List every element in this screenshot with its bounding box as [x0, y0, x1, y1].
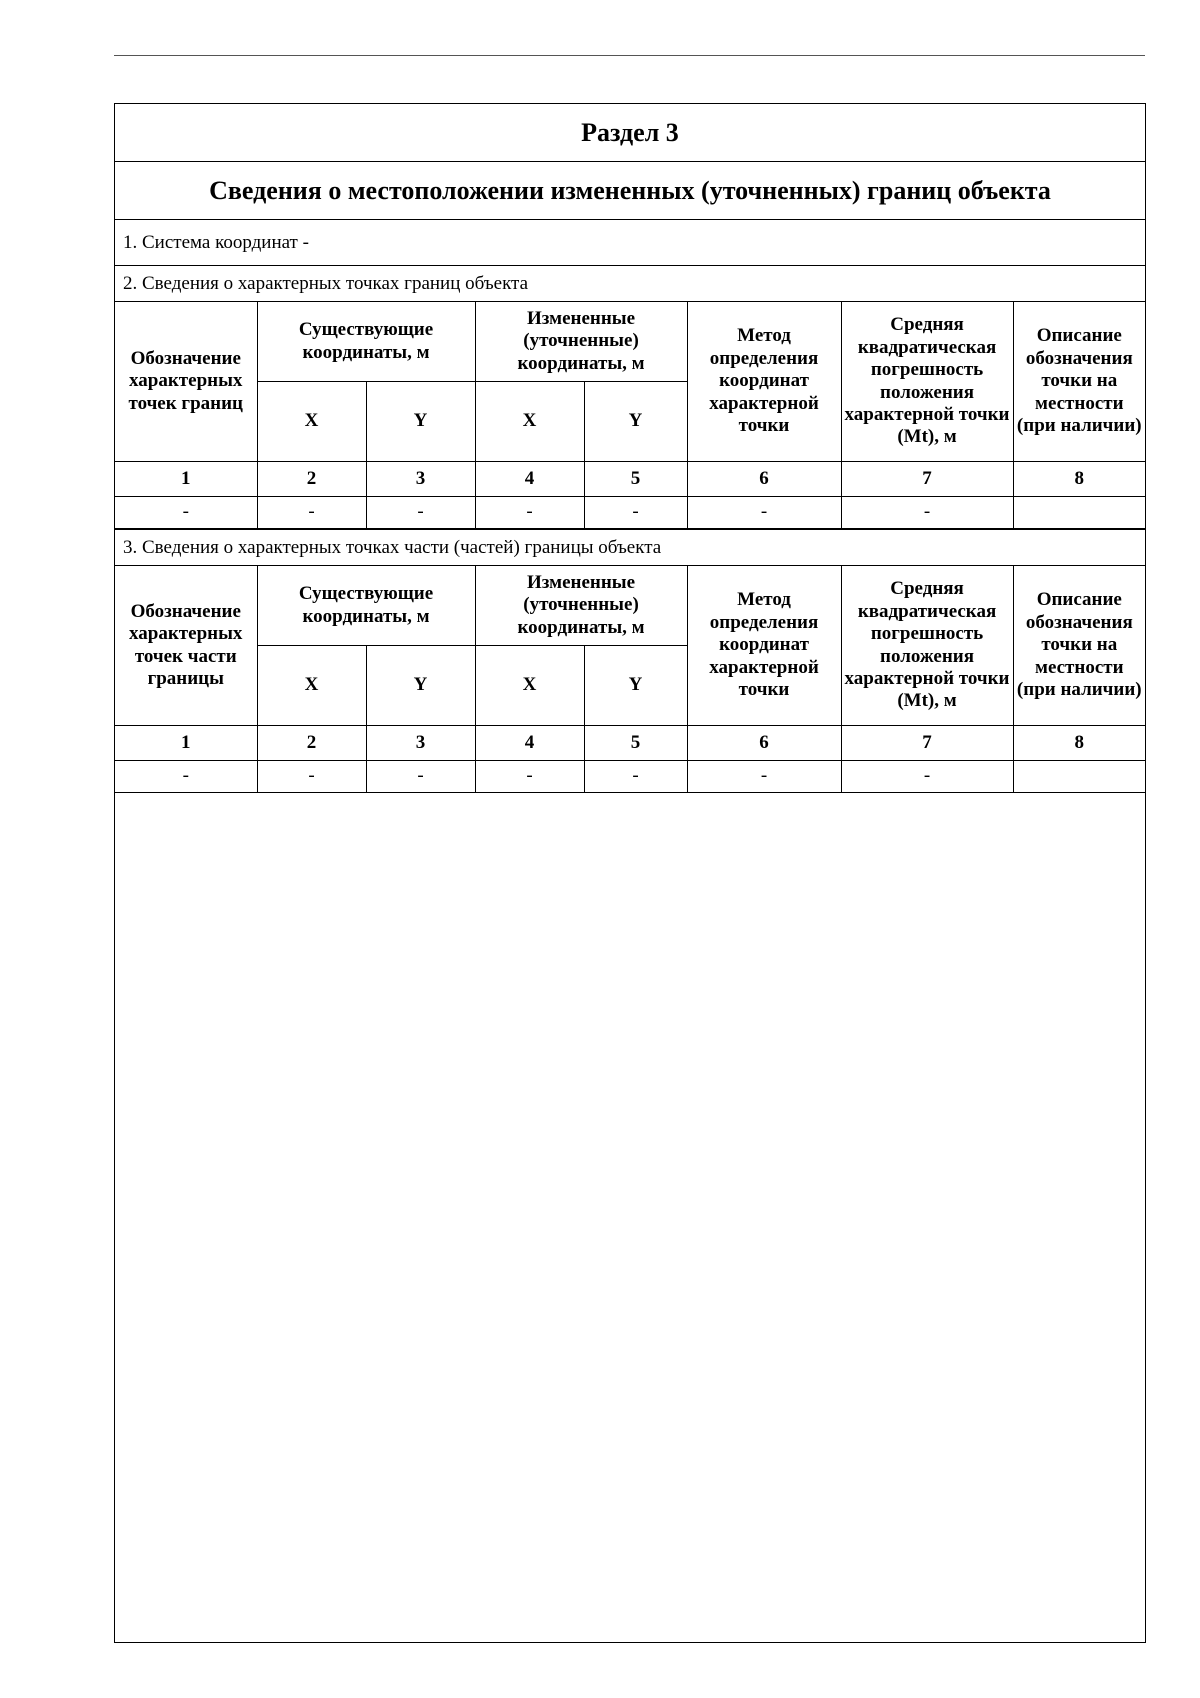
col-existing-coords: Существующие координаты, м	[257, 566, 475, 646]
column-number: 3	[366, 726, 475, 761]
sub-y-changed: Y	[584, 382, 687, 462]
section-subtitle: Сведения о местоположении измененных (уточненных) границ объекта	[115, 162, 1145, 220]
sub-x-changed: X	[475, 382, 584, 462]
sub-x-existing: X	[257, 646, 366, 726]
boundary-points-heading: 2. Сведения о характерных точках границ объекта	[123, 272, 529, 294]
column-number: 6	[687, 726, 841, 761]
table-cell: -	[687, 761, 841, 793]
table-cell: -	[366, 761, 475, 793]
col-changed-coords: Измененные (уточненные) координаты, м	[475, 566, 687, 646]
table-cell: -	[475, 761, 584, 793]
col-method: Метод определения координат характерной точки	[687, 566, 841, 726]
table-row	[115, 497, 1145, 529]
column-numbers-row	[115, 462, 1145, 497]
col-existing-coords: Существующие координаты, м	[257, 302, 475, 382]
sub-x-existing: X	[257, 382, 366, 462]
column-number: 4	[475, 726, 584, 761]
part-points-heading: 3. Сведения о характерных точках части (частей) границы объекта	[115, 529, 1145, 565]
column-number: 2	[257, 462, 366, 497]
column-number: 4	[475, 462, 584, 497]
column-number: 5	[584, 462, 687, 497]
table-cell: -	[257, 761, 366, 793]
col-error: Средняя квадратическая погрешность положения характерной точки (Mt), м	[841, 302, 1013, 462]
col-description: Описание обозначения точки на местности (при наличии)	[1013, 566, 1145, 726]
table-cell: -	[687, 497, 841, 529]
table-cell: -	[584, 761, 687, 793]
col-error: Средняя квадратическая погрешность положения характерной точки (Mt), м	[841, 566, 1013, 726]
boundary-points-table	[115, 301, 1145, 529]
table-row	[115, 761, 1145, 793]
column-number: 3	[366, 462, 475, 497]
column-number: 8	[1013, 726, 1145, 761]
column-number: 5	[584, 726, 687, 761]
col-description: Описание обозначения точки на местности (при наличии)	[1013, 302, 1145, 462]
column-number: 7	[841, 726, 1013, 761]
column-number: 6	[687, 462, 841, 497]
top-rule	[114, 55, 1145, 56]
col-method: Метод определения координат характерной точки	[687, 302, 841, 462]
column-number: 7	[841, 462, 1013, 497]
section-frame	[114, 103, 1146, 1643]
column-number: 8	[1013, 462, 1145, 497]
column-number: 2	[257, 726, 366, 761]
column-number: 1	[115, 462, 257, 497]
column-numbers-row	[115, 726, 1145, 761]
table-cell: -	[841, 497, 1013, 529]
coord-system-line: 1. Система координат -	[115, 220, 1145, 266]
sub-y-existing: Y	[366, 646, 475, 726]
table-cell: -	[584, 497, 687, 529]
table-cell: -	[115, 497, 257, 529]
section-title: Раздел 3	[115, 104, 1145, 162]
sub-y-changed: Y	[584, 646, 687, 726]
sub-x-changed: X	[475, 646, 584, 726]
part-points-table	[115, 565, 1145, 793]
col-changed-coords: Измененные (уточненные) координаты, м	[475, 302, 687, 382]
table-cell: -	[841, 761, 1013, 793]
table-cell: -	[257, 497, 366, 529]
table-cell	[1013, 497, 1145, 529]
col-designation: Обозначение характерных точек границ	[115, 302, 257, 462]
table-cell: -	[115, 761, 257, 793]
column-number: 1	[115, 726, 257, 761]
table-cell: -	[475, 497, 584, 529]
table-cell	[1013, 761, 1145, 793]
table-cell: -	[366, 497, 475, 529]
col-designation: Обозначение характерных точек части границы	[115, 566, 257, 726]
sub-y-existing: Y	[366, 382, 475, 462]
